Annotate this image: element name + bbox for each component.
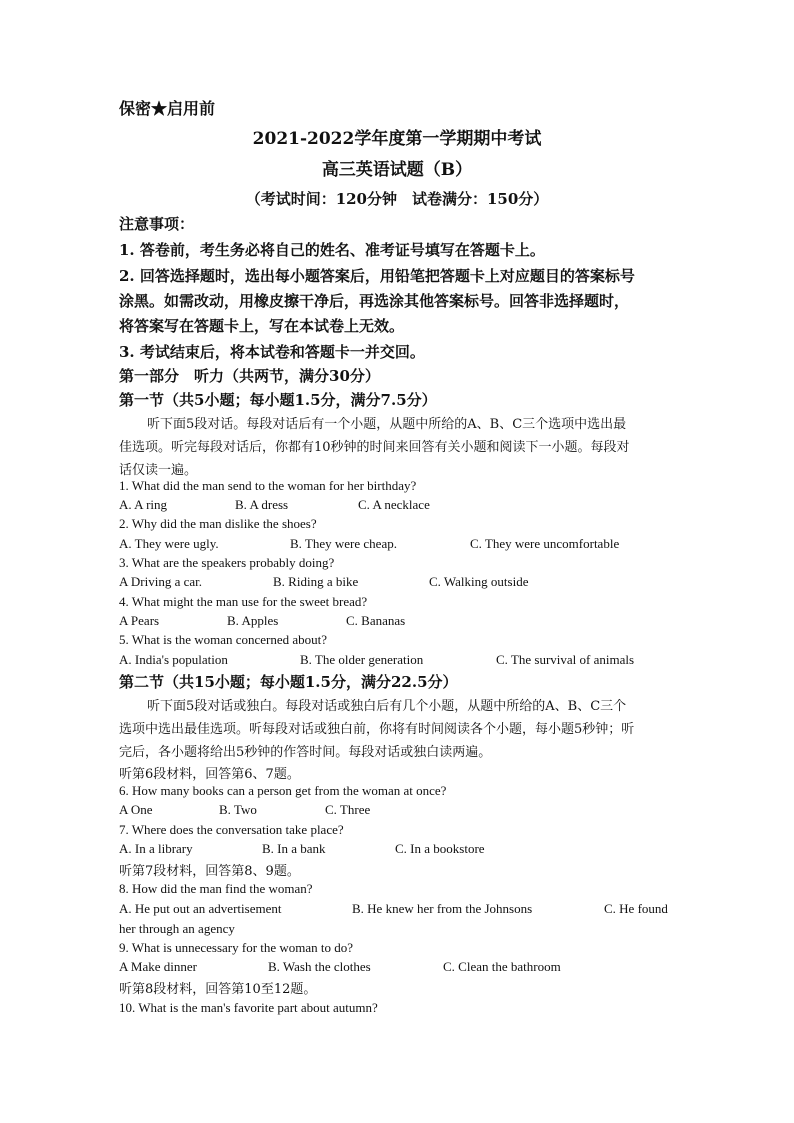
q7-option-b: B. In a bank xyxy=(262,841,326,856)
q7-option-a: A. In a library xyxy=(119,841,193,856)
section1-instructions-line-1: 听下面5段对话。每段对话后有一个小题，从题中所给的A、B、C三个选项中选出最 xyxy=(147,417,627,432)
question-5: 5. What is the woman concerned about? xyxy=(119,632,328,647)
question-4: 4. What might the man use for the sweet bread? xyxy=(119,594,368,609)
question-10: 10. What is the man's favorite part about autumn? xyxy=(119,1000,378,1015)
material-8-instruction: 听第8段材料，回答第10至12题。 xyxy=(119,982,317,997)
q9-option-a: A Make dinner xyxy=(119,959,197,974)
q4-option-c: C. Bananas xyxy=(346,613,406,628)
q9-option-b: B. Wash the clothes xyxy=(268,959,371,974)
notes-heading: 注意事项： xyxy=(119,215,195,233)
section1-instructions-line-2: 佳选项。听完每段对话后，你都有10秒钟的时间来回答有关小题和阅读下一小题。每段对 xyxy=(119,440,630,455)
exam-info: （考试时间：120分钟 试卷满分：150分） xyxy=(245,190,549,208)
section2-heading: 第二节（共15小题；每小题1.5分，满分22.5分） xyxy=(119,673,458,691)
section2-instructions-line-3: 完后，各小题将给出5秒钟的作答时间。每段对话或独白读两遍。 xyxy=(119,745,492,760)
q5-option-b: B. The older generation xyxy=(300,652,424,667)
note-3: 3. 考试结束后，将本试卷和答题卡一并交回。 xyxy=(119,343,425,361)
part1-heading: 第一部分 听力（共两节，满分30分） xyxy=(119,367,380,385)
question-7: 7. Where does the conversation take place? xyxy=(119,822,344,837)
q3-option-a: A Driving a car. xyxy=(119,574,203,589)
q6-option-b: B. Two xyxy=(219,802,257,817)
material-7-instruction: 听第7段材料，回答第8、9题。 xyxy=(119,864,300,879)
q8-option-a: A. He put out an advertisement xyxy=(119,901,282,916)
exam-subtitle: 高三英语试题（B） xyxy=(321,160,473,180)
q6-option-c: C. Three xyxy=(325,802,371,817)
q3-option-c: C. Walking outside xyxy=(429,574,529,589)
note-2-line-2: 涂黑。如需改动，用橡皮擦干净后，再选涂其他答案标号。回答非选择题时， xyxy=(119,292,630,310)
q2-option-b: B. They were cheap. xyxy=(290,536,397,551)
q1-option-c: C. A necklace xyxy=(358,497,430,512)
q6-option-a: A One xyxy=(119,802,153,817)
q1-option-a: A. A ring xyxy=(119,497,168,512)
q5-option-c: C. The survival of animals xyxy=(496,652,635,667)
q4-option-b: B. Apples xyxy=(227,613,279,628)
question-1: 1. What did the man send to the woman for her birthday? xyxy=(119,478,417,493)
section1-instructions-line-3: 话仅读一遍。 xyxy=(119,463,198,478)
note-2-line-3: 将答案写在答题卡上，写在本试卷上无效。 xyxy=(119,317,405,335)
q7-option-c: C. In a bookstore xyxy=(395,841,485,856)
question-8: 8. How did the man find the woman? xyxy=(119,881,313,896)
question-2: 2. Why did the man dislike the shoes? xyxy=(119,516,317,531)
note-2-line-1: 2. 回答选择题时，选出每小题答案后，用铅笔把答题卡上对应题目的答案标号 xyxy=(119,267,635,285)
note-1: 1. 答卷前，考生务必将自己的姓名、准考证号填写在答题卡上。 xyxy=(119,241,545,259)
q3-option-b: B. Riding a bike xyxy=(273,574,359,589)
section2-instructions-line-2: 选项中选出最佳选项。听每段对话或独白前，你将有时间阅读各个小题，每小题5秒钟；听 xyxy=(119,722,635,737)
question-9: 9. What is unnecessary for the woman to do? xyxy=(119,940,354,955)
material-6-instruction: 听第6段材料，回答第6、7题。 xyxy=(119,767,300,782)
q5-option-a: A. India's population xyxy=(119,652,228,667)
q8-option-c: C. He found xyxy=(604,901,668,916)
q2-option-a: A. They were ugly. xyxy=(119,536,219,551)
section2-instructions-line-1: 听下面5段对话或独白。每段对话或独白后有几个小题，从题中所给的A、B、C三个 xyxy=(147,699,627,714)
confidential-mark: 保密★启用前 xyxy=(119,99,216,118)
question-6: 6. How many books can a person get from the woman at once? xyxy=(119,783,447,798)
exam-title: 2021-2022学年度第一学期期中考试 xyxy=(252,129,542,149)
question-3: 3. What are the speakers probably doing? xyxy=(119,555,335,570)
q8-option-c-continued: her through an agency xyxy=(119,921,235,936)
q8-option-b: B. He knew her from the Johnsons xyxy=(352,901,533,916)
section1-heading: 第一节（共5小题；每小题1.5分，满分7.5分） xyxy=(119,391,437,409)
q1-option-b: B. A dress xyxy=(235,497,289,512)
q9-option-c: C. Clean the bathroom xyxy=(443,959,561,974)
q2-option-c: C. They were uncomfortable xyxy=(470,536,620,551)
q4-option-a: A Pears xyxy=(119,613,160,628)
